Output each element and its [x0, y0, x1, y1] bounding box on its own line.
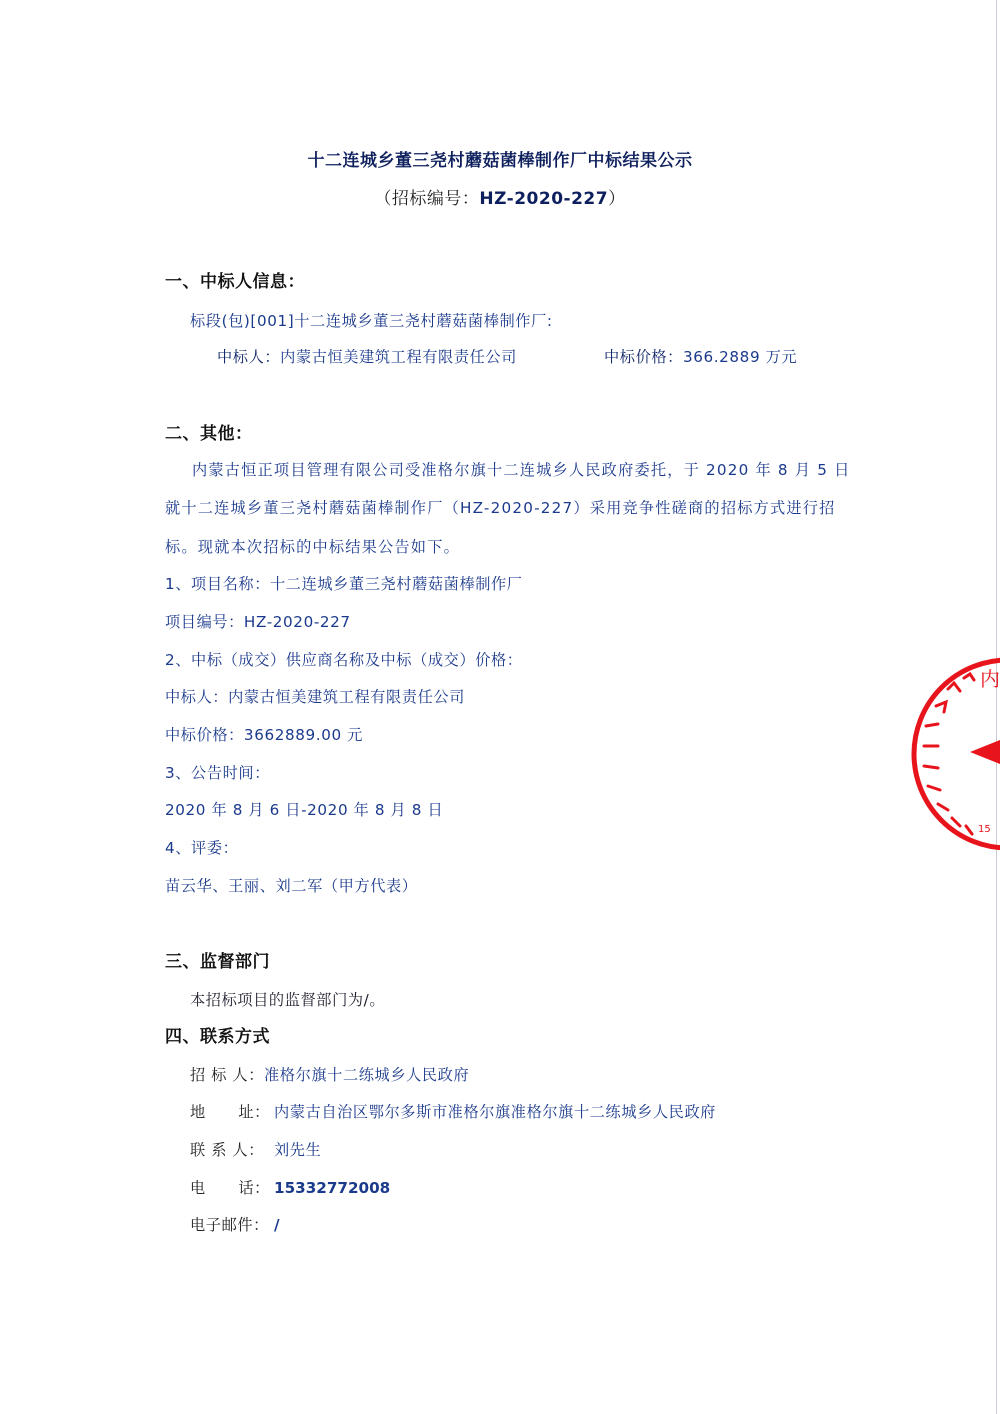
contact-label: 电子邮件：: [190, 1216, 269, 1234]
contact-value: 准格尔旗十二练城乡人民政府: [264, 1066, 470, 1084]
item-notice-time-heading: 3、公告时间：: [165, 764, 270, 782]
section4-heading: 四、联系方式: [165, 1027, 270, 1047]
contact-value: /: [274, 1216, 281, 1234]
contact-value: 刘先生: [274, 1141, 322, 1159]
item-project-code: 项目编号：HZ-2020-227: [165, 613, 351, 631]
item-judges: 苗云华、王丽、刘二军（甲方代表）: [165, 877, 418, 895]
contact-person: [190, 1140, 321, 1160]
intro-line-2: 就十二连城乡董三尧村蘑菇菌棒制作厂（HZ-2020-227）采用竞争性磋商的招标方式进行招: [165, 499, 836, 517]
tender-code: HZ-2020-227: [479, 189, 609, 209]
contact-value: 内蒙古自治区鄂尔多斯市准格尔旗准格尔旗十二练城乡人民政府: [274, 1103, 717, 1121]
winner-row: [217, 347, 517, 367]
official-seal: [908, 654, 1000, 854]
section2-heading: 二、其他：: [165, 424, 253, 444]
section3-heading: 三、监督部门: [165, 952, 270, 972]
lot-line: 标段(包)[001]十二连城乡董三尧村蘑菇菌棒制作厂:: [190, 312, 553, 330]
item-project-name: 1、项目名称：十二连城乡董三尧村蘑菇菌棒制作厂: [165, 575, 523, 593]
price-value: 366.2889 万元: [682, 348, 798, 366]
contact-label: 地 址：: [190, 1103, 270, 1121]
winner-label: 中标人：: [217, 348, 281, 366]
contact-address: [190, 1102, 716, 1122]
document-subtitle: [0, 184, 1000, 209]
item-price: 中标价格：3662889.00 元: [165, 726, 363, 744]
section1-heading: 一、中标人信息：: [165, 272, 305, 292]
winner-value: 内蒙古恒美建筑工程有限责任公司: [280, 348, 517, 366]
seal-icon: [908, 654, 1000, 854]
document-title: 十二连城乡董三尧村蘑菇菌棒制作厂中标结果公示: [307, 151, 693, 171]
price-row: [604, 347, 797, 367]
supervision-text: 本招标项目的监督部门为/。: [190, 991, 386, 1009]
item-supplier-heading: 2、中标（成交）供应商名称及中标（成交）价格：: [165, 651, 523, 669]
contact-email: [190, 1215, 280, 1235]
contact-phone: [190, 1178, 390, 1198]
item-notice-time: 2020 年 8 月 6 日-2020 年 8 月 8 日: [165, 801, 444, 819]
subtitle-suffix: ）: [608, 189, 626, 209]
contact-tenderer: [190, 1065, 469, 1085]
item-judges-heading: 4、评委：: [165, 839, 239, 857]
contact-label: 招 标 人：: [190, 1066, 265, 1084]
subtitle-prefix: （招标编号：: [374, 189, 480, 209]
contact-label: 电 话：: [190, 1179, 270, 1197]
item-winner: 中标人：内蒙古恒美建筑工程有限责任公司: [165, 688, 465, 706]
intro-line-3: 标。现就本次招标的中标结果公告如下。: [165, 538, 460, 556]
contact-value: 15332772008: [274, 1179, 391, 1197]
svg-text:内: 内: [980, 667, 1000, 691]
intro-line-1: 内蒙古恒正项目管理有限公司受准格尔旗十二连城乡人民政府委托，于 2020 年 8 月 5 日: [192, 461, 851, 479]
svg-text:15: 15: [978, 824, 991, 835]
price-label: 中标价格：: [604, 348, 683, 366]
contact-label: 联 系 人：: [190, 1141, 265, 1159]
